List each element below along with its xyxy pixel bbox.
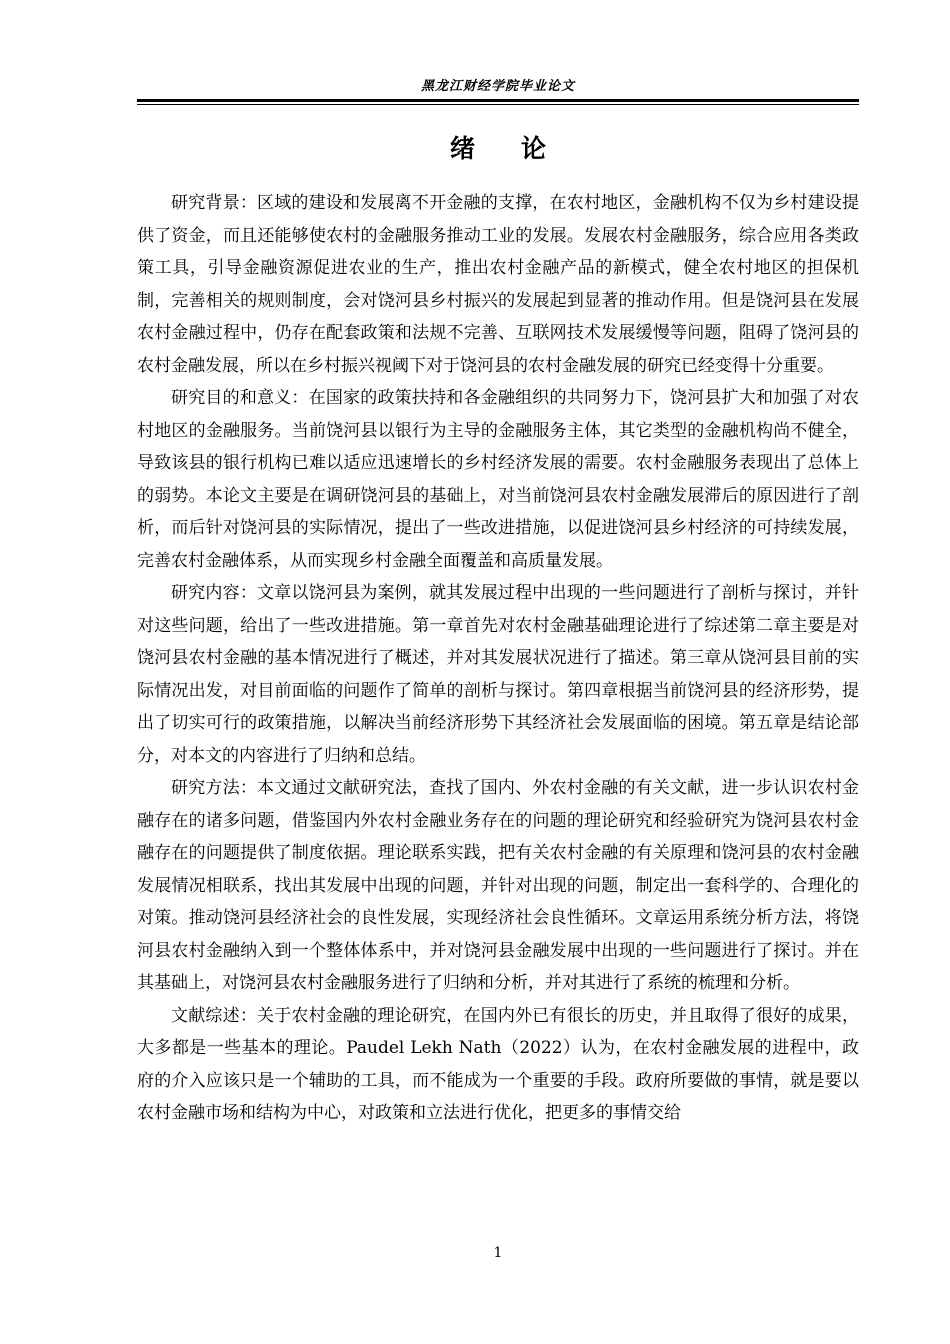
paragraph-background: 研究背景：区域的建设和发展离不开金融的支撑，在农村地区，金融机构不仅为乡村建设提供了资金，而且还能够使农村的金融服务推动工业的发展。发展农村金融服务，综合应用各类政策工具，引导金融资源促进农业的生产，推出农村金融产品的新模式，健全农村地区的担保机制，完善相关的规则制度，会对饶河县乡村振兴的发展起到显著的推动作用。但是饶河县在发展农村金融过程中，仍存在配套政策和法规不完善、互联网技术发展缓慢等问题，阻碍了饶河县的农村金融发展，所以在乡村振兴视阈下对于饶河县的农村金融发展的研究已经变得十分重要。	[137, 193, 859, 376]
paragraph-content: 研究内容：文章以饶河县为案例，就其发展过程中出现的一些问题进行了剖析与探讨，并针对这些问题，给出了一些改进措施。第一章首先对农村金融基础理论进行了综述第二章主要是对饶河县农村金融的基本情况进行了概述，并对其发展状况进行了描述。第三章从饶河县目前的实际情况出发，对目前面临的问题作了简单的剖析与探讨。第四章根据当前饶河县的经济形势，提出了切实可行的政策措施，以解决当前经济形势下其经济社会发展面临的困境。第五章是结论部分，对本文的内容进行了归纳和总结。	[137, 583, 859, 766]
chapter-title-part1: 绪	[449, 134, 475, 163]
paragraph-method: 研究方法：本文通过文献研究法，查找了国内、外农村金融的有关文献，进一步认识农村金融存在的诸多问题，借鉴国内外农村金融业务存在的问题的理论研究和经验研究为饶河县农村金融存在的问题提供了制度依据。理论联系实践，把有关农村金融的有关原理和饶河县的农村金融发展情况相联系，找出其发展中出现的问题，并针对出现的问题，制定出一套科学的、合理化的对策。推动饶河县经济社会的良性发展，实现经济社会良性循环。文章运用系统分析方法，将饶河县农村金融纳入到一个整体体系中，并对饶河县金融发展中出现的一些问题进行了探讨。并在其基础上，对饶河县农村金融服务进行了归纳和分析，并对其进行了系统的梳理和分析。	[137, 778, 859, 993]
paragraph-literature: 文献综述：关于农村金融的理论研究，在国内外已有很长的历史，并且取得了很好的成果，大多都是一些基本的理论。Paudel Lekh Nath（2022）认为，在农村金融发展的进程中，政府的介入应该只是一个辅助的工具，而不能成为一个重要的手段。政府所要做的事情，就是要以农村金融市场和结构为中心，对政策和立法进行优化，把更多的事情交给	[137, 1005, 859, 1123]
header-rule-thick	[137, 99, 859, 102]
body-text	[137, 187, 859, 1130]
chapter-title-part2: 论	[521, 134, 547, 163]
running-header: 黑龙江财经学院毕业论文	[420, 79, 575, 94]
chapter-title	[137, 131, 859, 167]
paragraph-purpose: 研究目的和意义：在国家的政策扶持和各金融组织的共同努力下，饶河县扩大和加强了对农村地区的金融服务。当前饶河县以银行为主导的金融服务主体，其它类型的金融机构尚不健全，导致该县的银行机构已难以适应迅速增长的乡村经济发展的需要。农村金融服务表现出了总体上的弱势。本论文主要是在调研饶河县的基础上，对当前饶河县农村金融发展滞后的原因进行了剖析，而后针对饶河县的实际情况，提出了一些改进措施，以促进饶河县乡村经济的可持续发展，完善农村金融体系，从而实现乡村金融全面覆盖和高质量发展。	[137, 388, 859, 571]
page-number: 1	[493, 1245, 503, 1261]
header-rule-thin	[137, 104, 859, 105]
